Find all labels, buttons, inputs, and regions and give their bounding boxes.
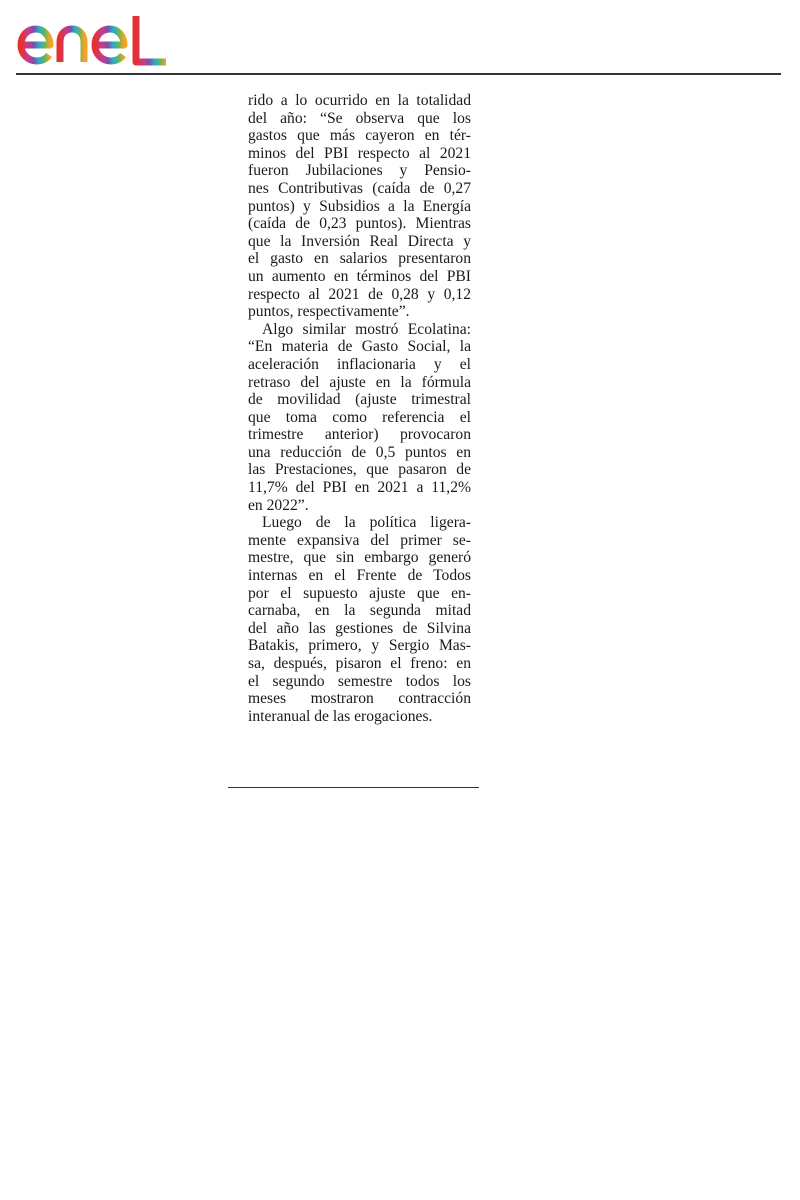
article-line: del año las gestiones de Silvina [248, 619, 471, 637]
article-line: que toma como referencia el [248, 408, 471, 426]
article-line: puntos, respectivamente”. [248, 303, 410, 321]
article-paragraph [248, 321, 471, 515]
article-line: en 2022”. [248, 496, 309, 514]
article-line: (caída de 0,23 puntos). Mientras [248, 215, 471, 233]
page-header [0, 0, 800, 76]
article-line: el gasto en salarios presentaron [248, 250, 471, 268]
article-line: retraso del ajuste en la fórmula [248, 373, 471, 391]
article-line: por el supuesto ajuste que en- [248, 584, 471, 602]
article-line: mente expansiva del primer se- [248, 531, 471, 549]
article-line: 11,7% del PBI en 2021 a 11,2% [248, 479, 471, 497]
header-divider [16, 73, 781, 75]
article-paragraph [248, 92, 471, 321]
article-line: respecto al 2021 de 0,28 y 0,12 [248, 285, 471, 303]
article-line: puntos) y Subsidios a la Energía [248, 197, 471, 215]
article-line: una reducción de 0,5 puntos en [248, 443, 471, 461]
article-line: de movilidad (ajuste trimestral [248, 391, 471, 409]
article-line: del año: “Se observa que los [248, 109, 471, 127]
article-paragraph [248, 514, 471, 725]
article-line: que la Inversión Real Directa y [248, 232, 471, 250]
article-line: fueron Jubilaciones y Pensio- [248, 162, 471, 180]
article-line: Algo similar mostró Ecolatina: [262, 320, 471, 338]
article-line: las Prestaciones, que pasaron de [248, 461, 471, 479]
article-line: internas en el Frente de Todos [248, 567, 471, 585]
article-line: carnaba, en la segunda mitad [248, 602, 471, 620]
article-line: interanual de las erogaciones. [248, 707, 433, 725]
article-line: el segundo semestre todos los [248, 672, 471, 690]
article-end-divider [228, 787, 479, 788]
article-column [248, 92, 471, 725]
article-line: Batakis, primero, y Sergio Mas- [248, 637, 471, 655]
article-line: nes Contributivas (caída de 0,27 [248, 179, 471, 197]
article-line: mestre, que sin embargo generó [248, 549, 471, 567]
article-line: “En materia de Gasto Social, la [248, 338, 471, 356]
article-line: Luego de la política ligera- [262, 514, 471, 532]
article-line: trimestre anterior) provocaron [248, 426, 471, 444]
article-line: gastos que más cayeron en tér- [248, 127, 471, 145]
article-line: rido a lo ocurrido en la totalidad [248, 92, 471, 109]
enel-logo [14, 12, 174, 70]
article-line: un aumento en términos del PBI [248, 267, 471, 285]
article-line: aceleración inflacionaria y el [248, 355, 471, 373]
article-line: meses mostraron contracción [248, 690, 471, 708]
article-line: minos del PBI respecto al 2021 [248, 144, 471, 162]
article-line: sa, después, pisaron el freno: en [248, 655, 471, 672]
